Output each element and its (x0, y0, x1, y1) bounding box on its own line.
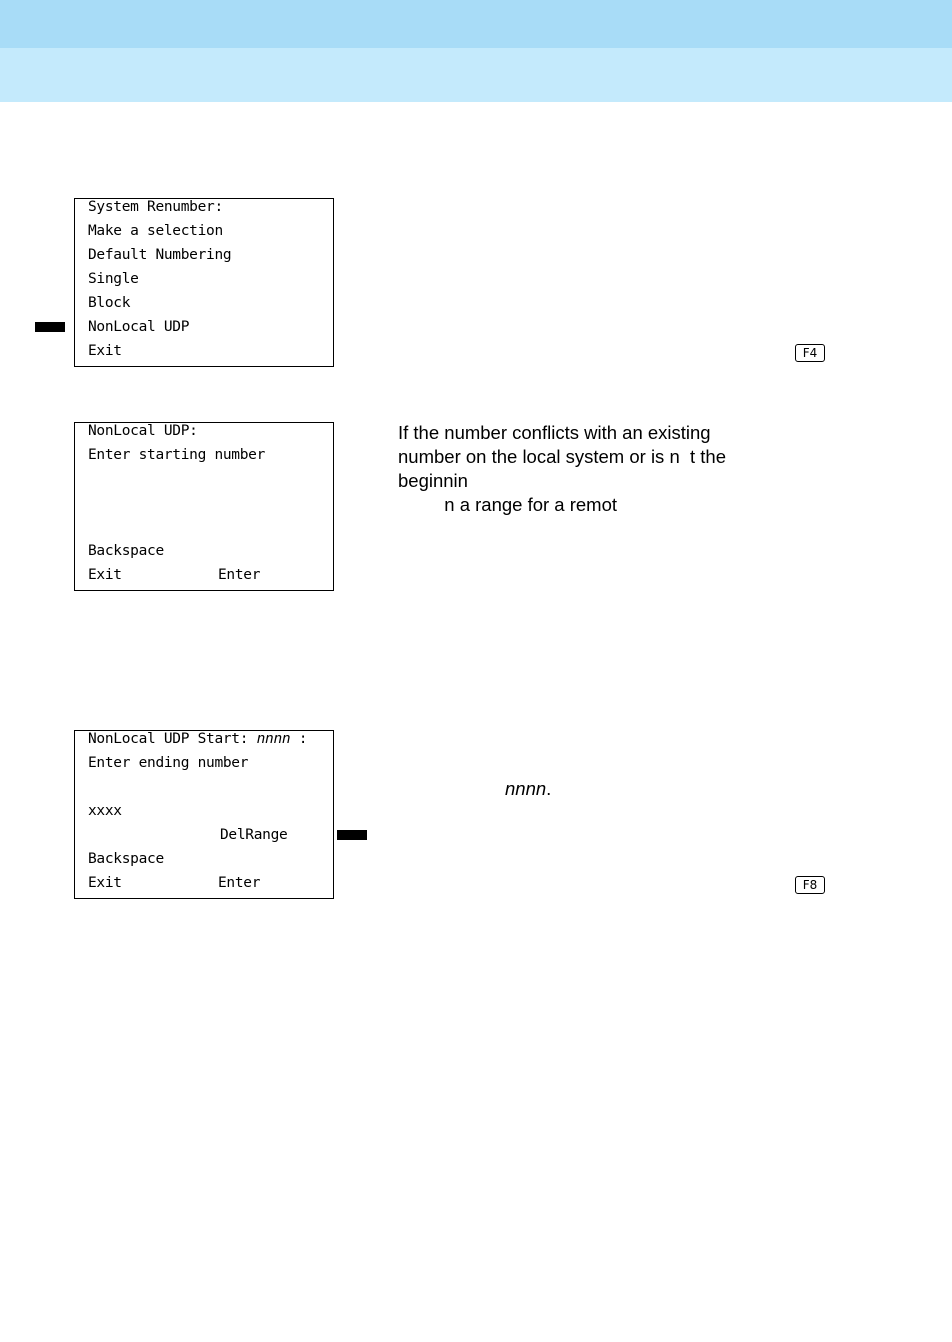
title-colon: : (298, 731, 308, 747)
header-band-top (0, 0, 952, 48)
f4-key-icon: F4 (795, 344, 825, 362)
enter-option[interactable]: Enter (218, 875, 261, 891)
note-line: n a range for a remot (398, 494, 618, 515)
screen-title: NonLocal UDP: (88, 423, 198, 439)
exit-option[interactable]: Exit (88, 567, 122, 583)
conflict-note (398, 421, 798, 517)
selection-marker-icon (35, 322, 65, 332)
start-variable-note (505, 777, 705, 801)
nonlocal-udp-screen (74, 422, 334, 591)
note-period: . (546, 778, 552, 799)
note-variable: nnnn (505, 778, 547, 799)
note-line: If the number conflicts with an existing (398, 422, 711, 443)
note-line: beginnin (398, 470, 468, 491)
note-line: number on the local system or is n t the (398, 446, 727, 467)
option-default-numbering[interactable]: Default Numbering (88, 247, 232, 263)
option-nonlocal-udp[interactable]: NonLocal UDP (88, 319, 190, 335)
header-band-bottom (0, 48, 952, 102)
system-renumber-screen (74, 198, 334, 367)
ending-number-entry[interactable]: xxxx (88, 803, 122, 819)
backspace-option[interactable]: Backspace (88, 543, 164, 559)
option-block[interactable]: Block (88, 295, 131, 311)
note-line (505, 777, 705, 801)
screen-prompt: Make a selection (88, 223, 223, 239)
screen-prompt: Enter ending number (88, 755, 249, 771)
screen-title: System Renumber: (88, 199, 223, 215)
screen-title (88, 727, 307, 751)
delrange-option[interactable]: DelRange (220, 827, 288, 843)
backspace-option[interactable]: Backspace (88, 851, 164, 867)
selection-marker-icon (337, 830, 367, 840)
exit-option[interactable]: Exit (88, 875, 122, 891)
screen-prompt: Enter starting number (88, 447, 266, 463)
start-number-variable: nnnn (256, 731, 291, 747)
title-text: NonLocal UDP Start: (88, 731, 249, 747)
nonlocal-udp-start-screen (74, 730, 334, 899)
f8-key-icon: F8 (795, 876, 825, 894)
option-single[interactable]: Single (88, 271, 139, 287)
enter-option[interactable]: Enter (218, 567, 261, 583)
option-exit[interactable]: Exit (88, 343, 122, 359)
